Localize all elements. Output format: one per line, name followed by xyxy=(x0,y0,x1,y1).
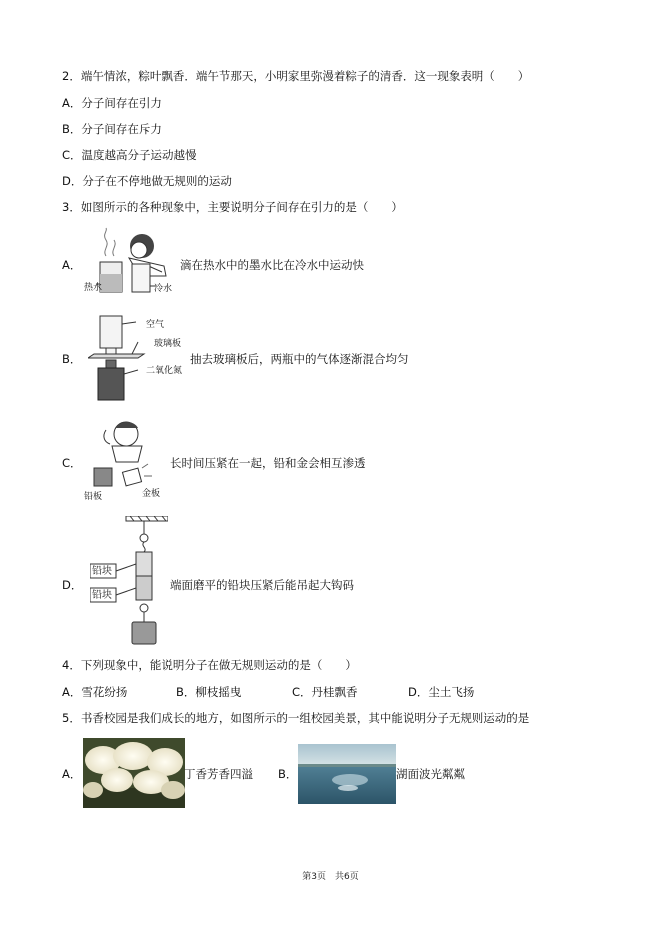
q2-option-c: C．温度越高分子运动越慢 xyxy=(62,148,197,162)
q3-a-letter: A． xyxy=(62,258,82,272)
q3-d-text: 端面磨平的铅块压紧后能吊起大钩码 xyxy=(170,578,354,592)
q4-option-c: C．丹桂飘香 xyxy=(292,685,358,699)
q5-stem: 5．书香校园是我们成长的地方，如图所示的一组校园美景，其中能说明分子无规则运动的是 xyxy=(62,711,530,725)
gold-plate-label: 金板 xyxy=(142,489,161,499)
air-label: 空气 xyxy=(146,320,165,330)
lead-block-label-1: 铅块 xyxy=(92,566,112,577)
q3-a-text: 滴在热水中的墨水比在冷水中运动快 xyxy=(180,258,364,272)
q3-b-text: 抽去玻璃板后，两瓶中的气体逐渐混合均匀 xyxy=(190,352,409,366)
nitrogen-dioxide-label: 二氧化氮 xyxy=(146,366,183,376)
q5-b-text: 湖面波光粼粼 xyxy=(396,767,465,781)
q4-option-a: A．雪花纷扬 xyxy=(62,685,128,699)
q3-c-letter: C． xyxy=(62,456,82,470)
q4-stem: 4．下列现象中，能说明分子在做无规则运动的是（ ） xyxy=(62,658,357,672)
q5-a-text: 丁香芳香四溢 xyxy=(184,767,253,781)
q3-d-letter: D． xyxy=(62,578,83,592)
cold-water-label: 冷水 xyxy=(154,284,173,294)
q2-stem: 2．端午情浓，粽叶飘香．端午节那天，小明家里弥漫着粽子的清香．这一现象表明（ ） xyxy=(62,69,530,83)
lead-block-label-2: 铅块 xyxy=(92,590,112,601)
hot-water-label: 热水 xyxy=(84,283,103,293)
lilac-photo xyxy=(83,738,185,808)
q2-option-a: A．分子间存在引力 xyxy=(62,96,162,110)
gas-bottles-figure xyxy=(88,314,148,402)
q2-option-d: D．分子在不停地做无规则的运动 xyxy=(62,174,232,188)
lake-photo xyxy=(298,744,396,804)
lead-blocks-figure xyxy=(90,516,168,648)
q3-stem: 3．如图所示的各种现象中，主要说明分子间存在引力的是（ ） xyxy=(62,200,403,214)
q5-a-letter: A． xyxy=(62,767,82,781)
q4-option-b: B．柳枝摇曳 xyxy=(176,685,242,699)
glass-plate-label: 玻璃板 xyxy=(154,339,182,349)
q4-option-d: D．尘土飞扬 xyxy=(408,685,475,699)
q3-c-text: 长时间压紧在一起，铅和金会相互渗透 xyxy=(170,456,366,470)
q3-b-letter: B． xyxy=(62,352,82,366)
lead-plate-label: 铅板 xyxy=(84,492,103,502)
q5-b-letter: B． xyxy=(278,767,298,781)
page-footer: 第3页 共6页 xyxy=(302,872,359,882)
q2-option-b: B．分子间存在斥力 xyxy=(62,122,162,136)
lead-gold-figure xyxy=(88,416,162,494)
